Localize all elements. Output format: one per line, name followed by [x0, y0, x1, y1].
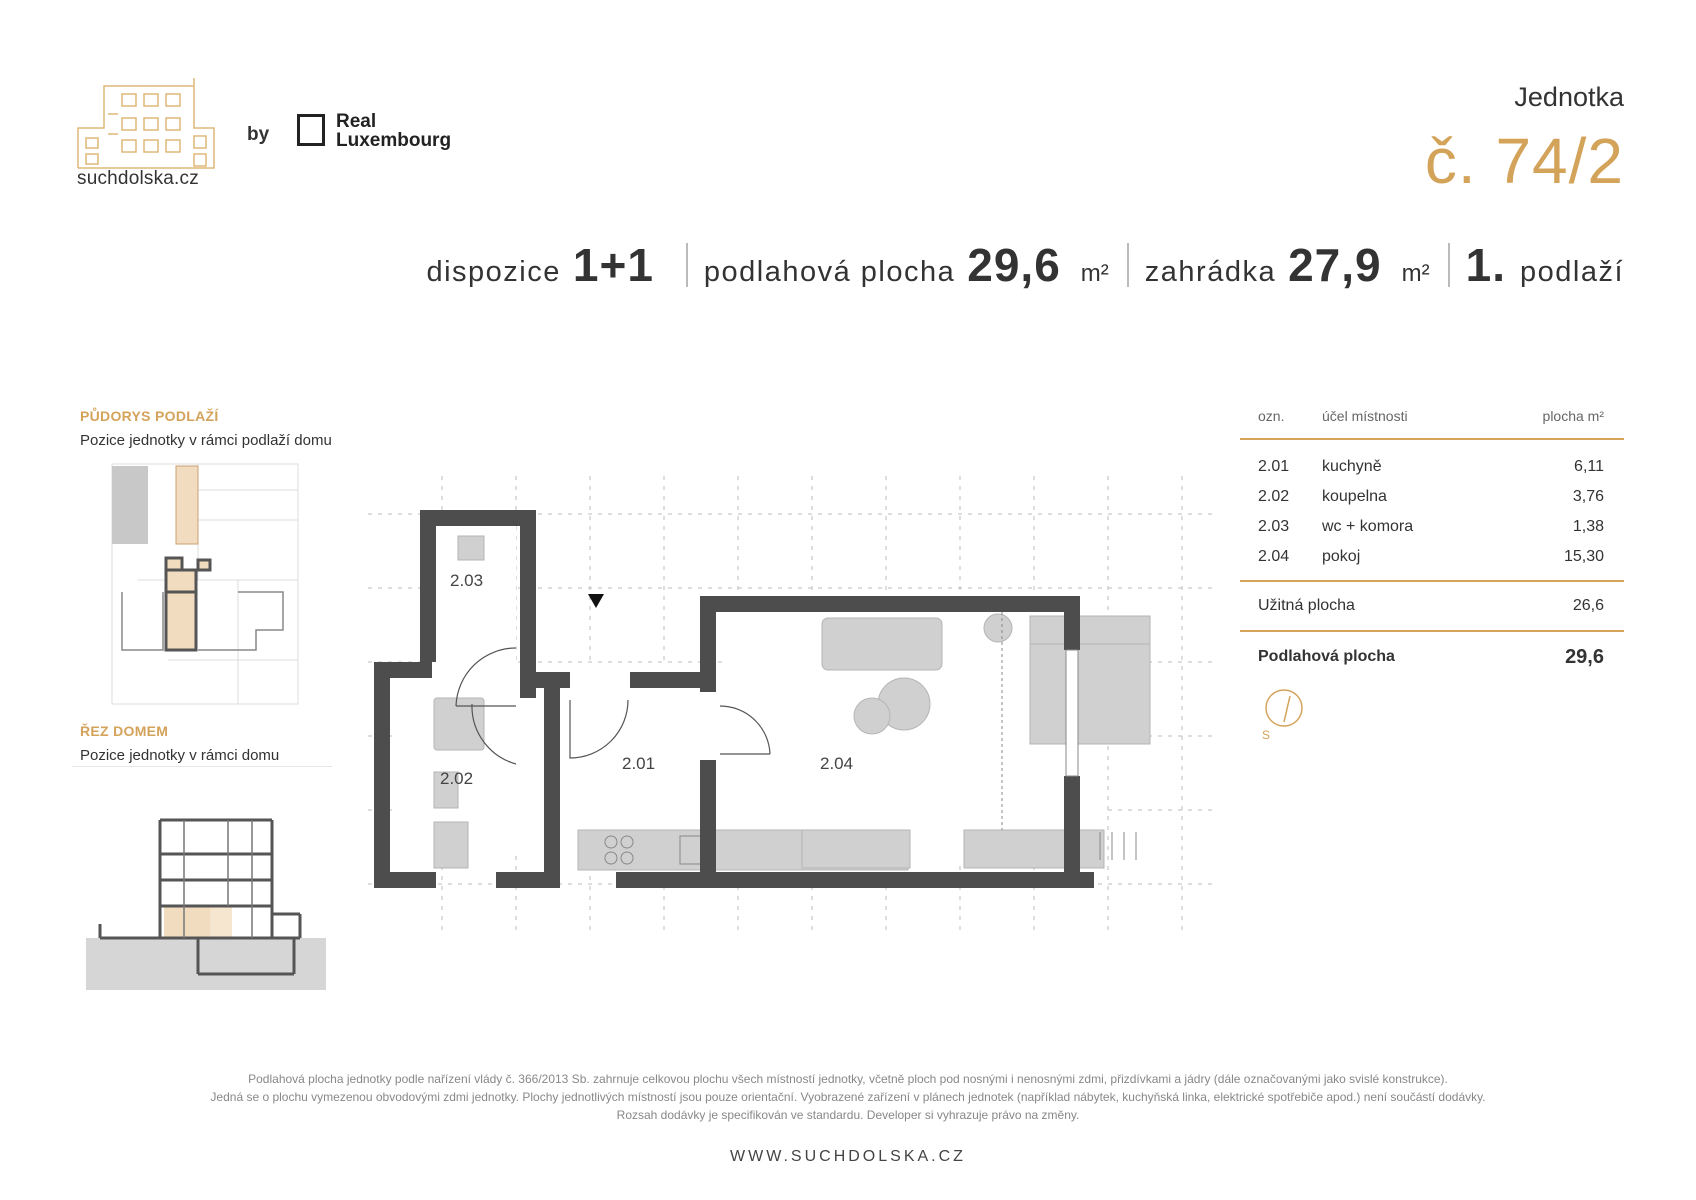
floor-plan-title: PŮDORYS PODLAŽÍ	[80, 408, 219, 424]
floor-area-label: podlahová plocha	[703, 256, 956, 288]
table-body	[1240, 440, 1624, 582]
useful-area-value: 26,6	[1572, 597, 1604, 614]
room-id: 2.01	[1258, 458, 1290, 475]
col-header-id: ozn.	[1258, 408, 1285, 424]
dispozice-value: 1+1	[572, 239, 654, 291]
unit-floor-plan	[368, 476, 1214, 936]
table-row	[1240, 512, 1624, 542]
room-area: 6,11	[1574, 458, 1604, 475]
table-row	[1240, 482, 1624, 512]
disclaimer-line: Rozsah dodávky je specifikován ve standardu. Developer si vyhrazuje právo na změny.	[616, 1108, 1080, 1122]
floor-area-total-label: Podlahová plocha	[1258, 648, 1395, 665]
floor-area-row	[1240, 632, 1624, 682]
unit-label: Jednotka	[1514, 82, 1624, 112]
room-label-202: 2.02	[440, 769, 474, 788]
section-subtitle: Pozice jednotky v rámci domu	[80, 747, 280, 764]
partner-logo-mark	[297, 114, 325, 146]
divider	[72, 766, 332, 767]
section-title: ŘEZ DOMEM	[80, 723, 169, 739]
room-name: kuchyně	[1322, 458, 1382, 475]
room-id: 2.04	[1258, 548, 1290, 565]
dispozice-label: dispozice	[426, 256, 561, 288]
separator	[686, 243, 688, 287]
separator	[1448, 243, 1450, 287]
disclaimer-line: Jedná se o plochu vymezenou obvodovými zdmi jednotky. Plochy jednotlivých místností jsou pouze orientační. Vyobrazené zařízení v plánech jednotek (například nábytek, kuchyňská linka, elektrické spotřebiče apod.) není součástí dodávky.	[210, 1090, 1486, 1104]
room-id: 2.02	[1258, 488, 1290, 505]
room-area: 3,76	[1572, 488, 1604, 505]
floor-area-total-value: 29,6	[1565, 645, 1604, 668]
building-section-diagram	[86, 814, 326, 990]
col-header-area: plocha m²	[1542, 408, 1604, 424]
disclaimer-line: Podlahová plocha jednotky podle nařízení vlády č. 366/2013 Sb. zahrnuje celkovou plochu všech místností jednotky, včetně ploch pod nosnými i nenosnými zdmi, přizdívkami a jádry (dále označovanými jako svislé konstrukce).	[248, 1072, 1448, 1086]
level-label: podlaží	[1519, 256, 1624, 288]
floor-position-diagram	[108, 460, 303, 708]
compass-label: S	[1262, 728, 1271, 742]
unit-number: č. 74/2	[1424, 125, 1624, 197]
floor-area-value: 29,6	[967, 239, 1061, 291]
level-value: 1.	[1465, 239, 1506, 291]
by-label: by	[247, 124, 270, 145]
table-row	[1240, 542, 1624, 572]
floor-area-unit: m²	[1080, 260, 1109, 287]
room-label-201: 2.01	[622, 754, 656, 773]
partner-name-line2: Luxembourg	[336, 130, 452, 151]
useful-area-row	[1240, 582, 1624, 632]
disclaimer	[70, 1070, 1626, 1124]
room-table	[1240, 408, 1624, 682]
garden-label: zahrádka	[1144, 256, 1277, 288]
partner-name-line1: Real	[336, 111, 377, 132]
separator	[1127, 243, 1129, 287]
table-row	[1240, 452, 1624, 482]
table-header	[1240, 408, 1624, 440]
room-id: 2.03	[1258, 518, 1290, 535]
room-name: wc + komora	[1322, 518, 1414, 535]
room-label-203: 2.03	[450, 571, 484, 590]
room-label-204: 2.04	[820, 754, 854, 773]
garden-value: 27,9	[1288, 239, 1382, 291]
room-name: pokoj	[1322, 548, 1361, 565]
col-header-name: účel místnosti	[1322, 408, 1408, 424]
garden-unit: m²	[1401, 260, 1430, 287]
room-area: 1,38	[1572, 518, 1604, 535]
floor-plan-subtitle: Pozice jednotky v rámci podlaží domu	[80, 432, 332, 449]
logo-text: suchdolska.cz	[77, 168, 199, 189]
entrance-arrow	[588, 594, 604, 608]
room-area: 15,30	[1563, 548, 1604, 565]
useful-area-label: Užitná plocha	[1258, 597, 1355, 614]
website-link[interactable]: WWW.SUCHDOLSKA.CZ	[730, 1148, 966, 1165]
unit-summary	[426, 238, 1624, 292]
room-name: koupelna	[1322, 488, 1387, 505]
